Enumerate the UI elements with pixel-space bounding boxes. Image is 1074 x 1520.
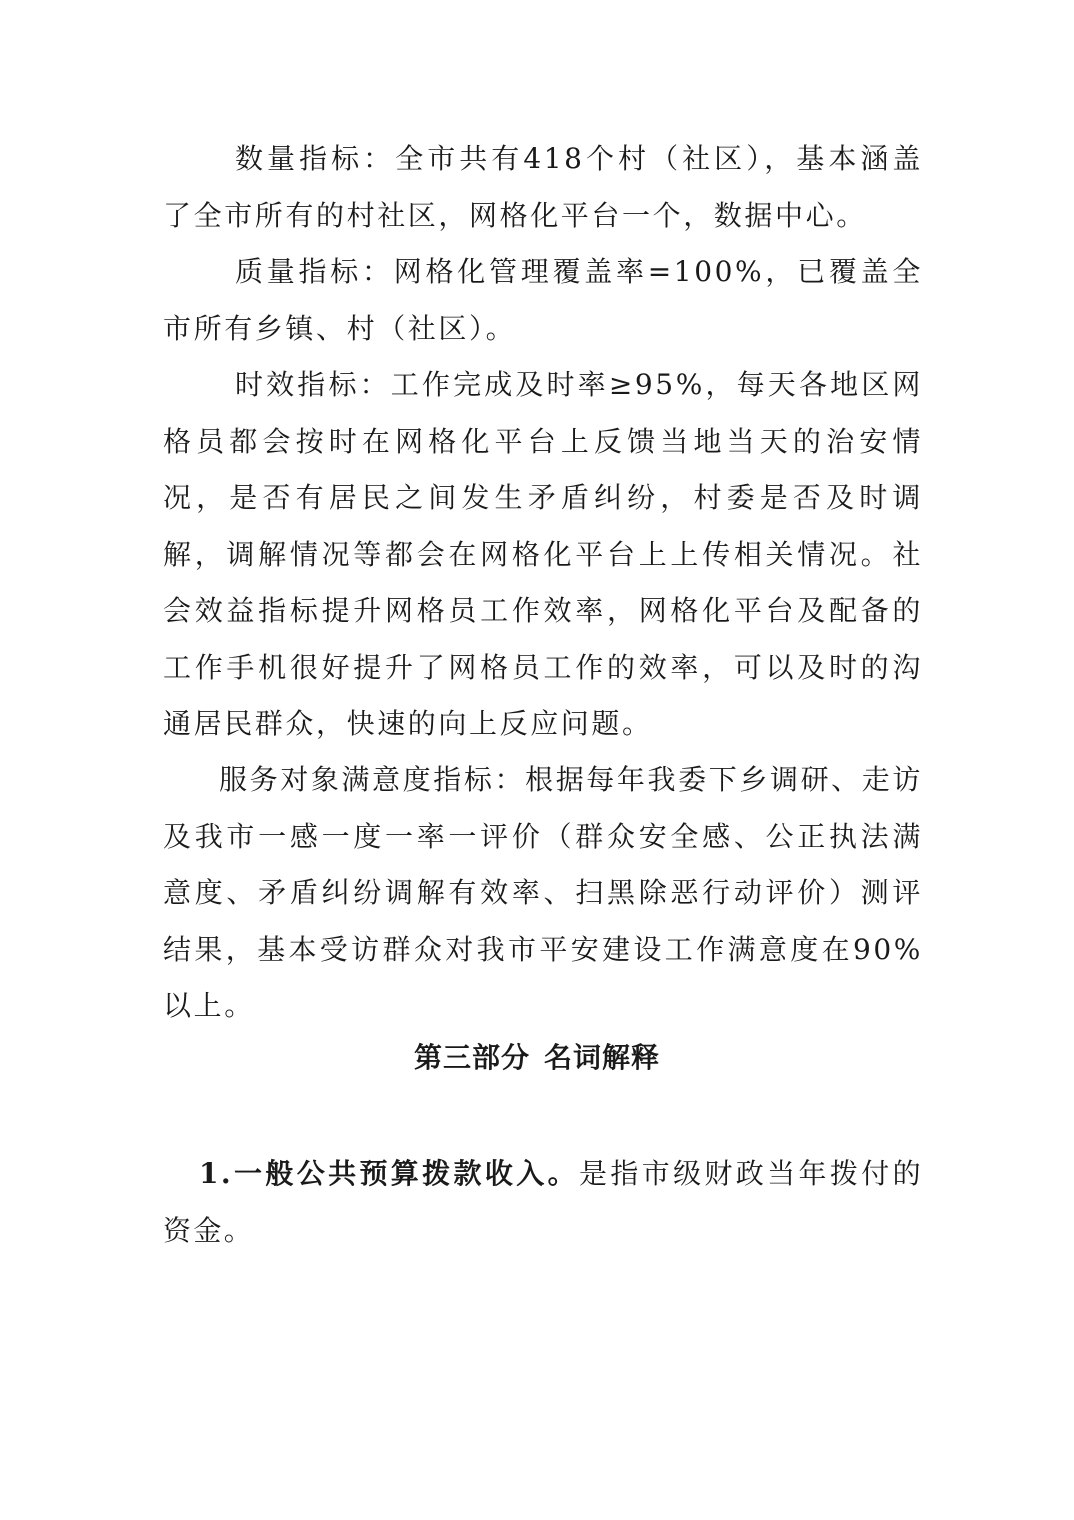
term-title: 1.一般公共预算拨款收入。	[199, 1157, 579, 1190]
paragraph-quality-indicator: 质量指标：网格化管理覆盖率=100%，已覆盖全市所有乡镇、村（社区）。	[163, 255, 923, 345]
term-definition: 是指市级财政当年拨付的资金。	[163, 1157, 924, 1247]
paragraph-timeliness-indicator: 时效指标：工作完成及时率≥95%，每天各地区网格员都会按时在网格化平台上反馈当地当天的治安情况，是否有居民之间发生矛盾纠纷，村委是否及时调解，调解情况等都会在网格化平台上上传相关情况。社会效益指标提升网格员工作效率，网格化平台及配备的工作手机很好提升了网格员工作的效率，可以及时的沟通居民群众，快速的向上反应问题。	[163, 368, 923, 740]
section-heading	[0, 1030, 1074, 1086]
section-part-label: 第三部分	[413, 1041, 530, 1074]
section-title: 名词解释	[544, 1041, 661, 1074]
paragraph-satisfaction-indicator: 服务对象满意度指标：根据每年我委下乡调研、走访及我市一感一度一率一评价（群众安全感、公正执法满意度、矛盾纠纷调解有效率、扫黑除恶行动评价）测评结果，基本受访群众对我市平安建设工作满意度在90%以上。	[163, 763, 923, 1022]
term-item	[163, 1146, 923, 1259]
paragraph-quantity-indicator: 数量指标：全市共有418个村（社区），基本涵盖了全市所有的村社区，网格化平台一个，数据中心。	[163, 142, 923, 232]
